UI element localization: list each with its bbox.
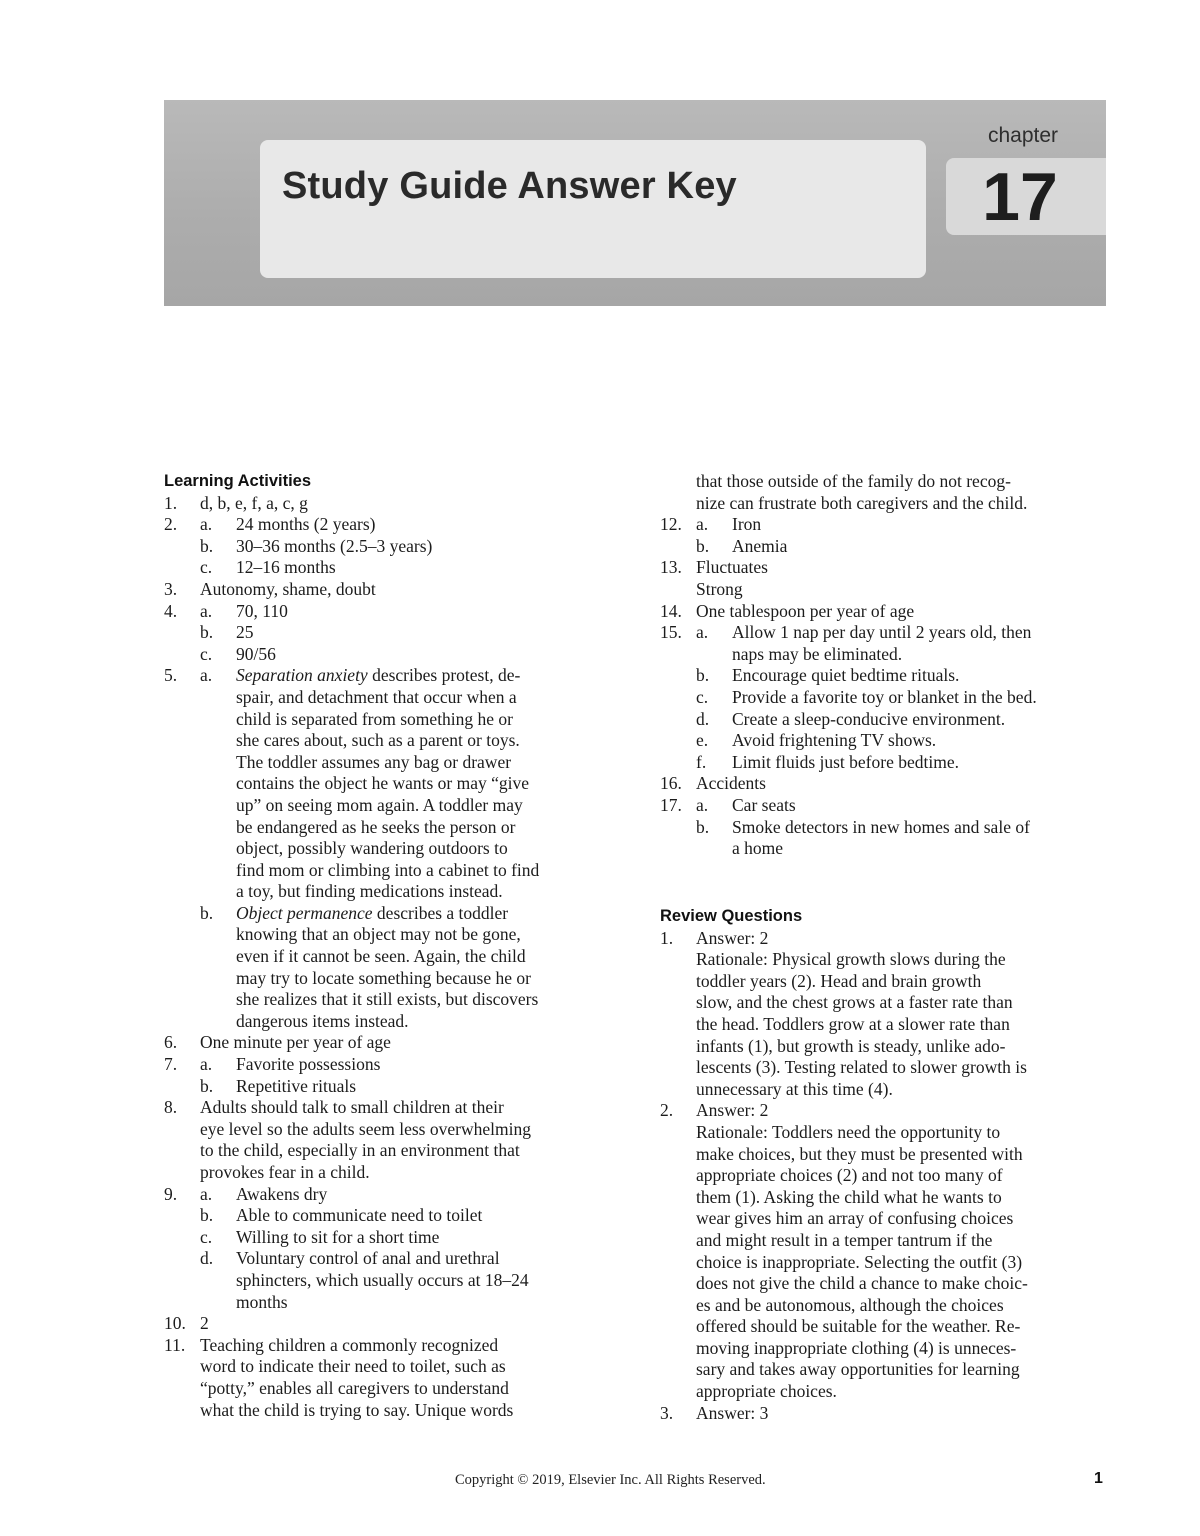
answer-text: Avoid frightening TV shows. [732, 730, 937, 751]
answer-line [164, 903, 624, 925]
item-number: 14. [660, 600, 682, 621]
answer-line [164, 881, 624, 903]
answer-line [164, 1140, 624, 1162]
answer-line [164, 1184, 624, 1206]
answer-text: “potty,” enables all caregivers to understand [200, 1377, 509, 1398]
sub-item-letter: a. [200, 600, 213, 621]
sub-item-letter: b. [696, 816, 710, 837]
answer-text: Provide a favorite toy or blanket in the bed. [732, 686, 1037, 707]
sub-item-letter: d. [696, 708, 710, 729]
answer-text: Adults should talk to small children at their [200, 1097, 504, 1118]
answer-text: Favorite possessions [236, 1054, 381, 1075]
answer-line [660, 1014, 1120, 1036]
answer-text: find mom or climbing into a cabinet to find [236, 859, 540, 880]
answer-text: Create a sleep-conducive environment. [732, 708, 1006, 729]
answer-line [164, 1205, 624, 1227]
item-number: 17. [660, 794, 682, 815]
answer-text: make choices, but they must be presented with [696, 1143, 1023, 1164]
answer-line [164, 1356, 624, 1378]
answer-text: a toy, but finding medications instead. [236, 881, 503, 902]
answer-line [164, 687, 624, 709]
answer-line [164, 579, 624, 601]
answer-text: The toddler assumes any bag or drawer [236, 751, 512, 772]
answer-text: spair, and detachment that occur when a [236, 686, 517, 707]
answer-text: what the child is trying to say. Unique words [200, 1399, 514, 1420]
term-italic: Object permanence [236, 902, 373, 923]
answer-line [164, 946, 624, 968]
sub-item-letter: a. [200, 1054, 213, 1075]
answer-line [660, 601, 1120, 623]
answer-text: nize can frustrate both caregivers and the child. [696, 492, 1028, 513]
answer-line [164, 1162, 624, 1184]
answer-text: Awakens dry [236, 1183, 328, 1204]
answer-text: Rationale: Physical growth slows during the [696, 949, 1006, 970]
item-number: 4. [164, 600, 178, 621]
answer-line [164, 795, 624, 817]
answer-text: choice is inappropriate. Selecting the outfit (3) [696, 1251, 1023, 1272]
answer-line [660, 838, 1120, 860]
answer-line [164, 601, 624, 623]
answer-text: appropriate choices. [696, 1381, 837, 1402]
answer-text: sphincters, which usually occurs at 18–24 [236, 1269, 529, 1290]
answer-line [164, 968, 624, 990]
answer-line [660, 1057, 1120, 1079]
answer-text: knowing that an object may not be gone, [236, 924, 521, 945]
item-number: 10. [164, 1313, 186, 1334]
answer-text: Iron [732, 514, 762, 535]
answer-line [660, 1079, 1120, 1101]
answer-line [164, 1227, 624, 1249]
answer-line [164, 1292, 624, 1314]
answer-line [164, 1076, 624, 1098]
answer-text: eye level so the adults seem less overwhelming [200, 1118, 531, 1139]
answer-text: dangerous items instead. [236, 1010, 409, 1031]
answer-line [660, 1122, 1120, 1144]
answer-text: she realizes that it still exists, but discovers [236, 989, 539, 1010]
item-number: 2. [164, 514, 178, 535]
answer-text: Allow 1 nap per day until 2 years old, then [732, 622, 1032, 643]
answer-text: be endangered as he seeks the person or [236, 816, 516, 837]
answer-line [660, 795, 1120, 817]
item-number: 13. [660, 557, 682, 578]
answer-line [164, 493, 624, 515]
answer-text: the head. Toddlers grow at a slower rate than [696, 1013, 1010, 1034]
answer-line [660, 1230, 1120, 1252]
answer-text: that those outside of the family do not recog- [696, 471, 1011, 491]
answer-text: d, b, e, f, a, c, g [200, 492, 308, 513]
answer-line [660, 536, 1120, 558]
answer-line [164, 1378, 624, 1400]
answer-text: even if it cannot be seen. Again, the child [236, 946, 526, 967]
answer-line [660, 1273, 1120, 1295]
sub-item-letter: b. [200, 535, 214, 556]
answer-line [660, 644, 1120, 666]
answer-text: she cares about, such as a parent or toys. [236, 730, 520, 751]
answer-line [660, 1252, 1120, 1274]
answer-text: Limit fluids just before bedtime. [732, 751, 959, 772]
sub-item-letter: b. [696, 535, 710, 556]
answer-line [660, 709, 1120, 731]
answer-line [164, 730, 624, 752]
answer-text: Answer: 2 [696, 927, 769, 948]
answer-text: a home [732, 838, 784, 859]
sub-item-letter: b. [696, 665, 710, 686]
answer-text: Accidents [696, 773, 766, 794]
sub-item-letter: a. [200, 1183, 213, 1204]
answer-text: appropriate choices (2) and not too many of [696, 1165, 1003, 1186]
answer-text: Car seats [732, 794, 796, 815]
sub-item-letter: a. [696, 794, 709, 815]
answer-text: Encourage quiet bedtime rituals. [732, 665, 960, 686]
answer-text: infants (1), but growth is steady, unlike ado- [696, 1035, 1006, 1056]
chapter-label: chapter [987, 124, 1059, 147]
answer-line [660, 1338, 1120, 1360]
answer-line [164, 1054, 624, 1076]
answer-line [660, 1100, 1120, 1122]
right-column-top [660, 471, 1120, 860]
answer-line [660, 817, 1120, 839]
answer-line [164, 817, 624, 839]
sub-item-letter: d. [200, 1248, 214, 1269]
sub-item-letter: b. [200, 622, 214, 643]
answer-line [164, 665, 624, 687]
sub-item-letter: c. [200, 1226, 213, 1247]
answer-line [164, 1270, 624, 1292]
answer-text: moving inappropriate clothing (4) is unneces- [696, 1337, 1017, 1358]
answer-line [164, 773, 624, 795]
answer-line [660, 514, 1120, 536]
sub-item-letter: a. [200, 514, 213, 535]
answer-text: Answer: 2 [696, 1100, 769, 1121]
sub-item-letter: b. [200, 1075, 214, 1096]
answer-text: One tablespoon per year of age [696, 600, 915, 621]
answer-line [164, 1313, 624, 1335]
sub-item-letter: c. [200, 643, 213, 664]
answer-line [660, 752, 1120, 774]
answer-line [164, 989, 624, 1011]
answer-line [164, 924, 624, 946]
answer-text: offered should be suitable for the weather. Re- [696, 1316, 1021, 1337]
sub-item-letter: b. [200, 902, 214, 923]
answer-text: Smoke detectors in new homes and sale of [732, 816, 1030, 837]
answer-line [660, 665, 1120, 687]
answer-line [660, 1036, 1120, 1058]
answer-line [164, 644, 624, 666]
item-number: 1. [164, 492, 178, 513]
right-column-review [660, 906, 1120, 1424]
answer-text: 30–36 months (2.5–3 years) [236, 535, 433, 556]
answer-line [164, 1335, 624, 1357]
answer-text: 2 [200, 1313, 209, 1334]
answer-text: unnecessary at this time (4). [696, 1078, 893, 1099]
answer-line [164, 514, 624, 536]
answer-line [660, 1403, 1120, 1425]
term-definition: describes a toddler [372, 902, 509, 923]
sub-item-letter: a. [696, 514, 709, 535]
answer-text: word to indicate their need to toilet, such as [200, 1356, 506, 1377]
answer-text: wear gives him an array of confusing choices [696, 1208, 1014, 1229]
answer-text [236, 665, 520, 687]
sub-item-letter: b. [200, 1205, 214, 1226]
answer-text: 12–16 months [236, 557, 336, 578]
answer-text: them (1). Asking the child what he wants to [696, 1186, 1002, 1207]
answer-text: toddler years (2). Head and brain growth [696, 970, 982, 991]
answer-line [660, 1316, 1120, 1338]
answer-line [164, 1248, 624, 1270]
answer-text: months [236, 1291, 288, 1312]
answer-text: Repetitive rituals [236, 1075, 357, 1096]
answer-text: contains the object he wants or may “give [236, 773, 530, 794]
left-column [164, 471, 624, 1421]
answer-text: 25 [236, 622, 254, 643]
answer-line [660, 557, 1120, 579]
answer-line [164, 557, 624, 579]
answer-line [164, 1097, 624, 1119]
title-card [260, 140, 926, 278]
answer-text: up” on seeing mom again. A toddler may [236, 794, 523, 815]
answer-text: sary and takes away opportunities for learning [696, 1359, 1020, 1380]
answer-line [164, 1400, 624, 1422]
sub-item-letter: f. [696, 751, 707, 772]
answer-text: and might result in a temper tantrum if the [696, 1229, 993, 1250]
answer-text: slow, and the chest grows at a faster rate than [696, 992, 1013, 1013]
answer-line [164, 1032, 624, 1054]
item-number: 1. [660, 927, 674, 948]
answer-text: naps may be eliminated. [732, 643, 903, 664]
answer-text: es and be autonomous, although the choices [696, 1294, 1004, 1315]
item-number: 3. [660, 1402, 674, 1423]
answer-line [660, 1381, 1120, 1403]
answer-line [660, 1165, 1120, 1187]
answer-line [164, 709, 624, 731]
answer-line [660, 1144, 1120, 1166]
answer-line [164, 536, 624, 558]
answer-line [660, 1208, 1120, 1230]
answer-line [164, 1011, 624, 1033]
answer-line [164, 838, 624, 860]
answer-line [660, 949, 1120, 971]
answer-text: Anemia [732, 535, 788, 556]
answer-text: Autonomy, shame, doubt [200, 578, 376, 599]
answer-text: 70, 110 [236, 600, 288, 621]
sub-item-letter: c. [696, 686, 709, 707]
item-number: 2. [660, 1100, 674, 1121]
item-number: 12. [660, 514, 682, 535]
copyright-footer: Copyright © 2019, Elsevier Inc. All Rights Reserved. [455, 1472, 766, 1488]
section-heading: Learning Activities [164, 472, 312, 490]
answer-text: 90/56 [236, 643, 276, 664]
answer-text: may try to locate something because he or [236, 967, 531, 988]
answer-text: provokes fear in a child. [200, 1162, 370, 1182]
item-number: 8. [164, 1097, 178, 1118]
answer-line [164, 860, 624, 882]
answer-text: 24 months (2 years) [236, 514, 376, 535]
answer-text: to the child, especially in an environment that [200, 1140, 520, 1161]
answer-text: Able to communicate need to toilet [236, 1205, 483, 1226]
answer-text: Teaching children a commonly recognized [200, 1334, 499, 1355]
sub-item-letter: a. [696, 622, 709, 643]
answer-line [660, 1187, 1120, 1209]
answer-text [236, 903, 508, 925]
answer-line [164, 1119, 624, 1141]
answer-text: child is separated from something he or [236, 708, 514, 729]
item-number: 11. [164, 1334, 186, 1355]
answer-line [660, 493, 1120, 515]
term-definition: describes protest, de- [367, 665, 521, 686]
answer-line [164, 752, 624, 774]
answer-text: Fluctuates [696, 557, 768, 578]
item-number: 16. [660, 773, 682, 794]
answer-text: Strong [696, 578, 743, 599]
section-heading: Review Questions [660, 907, 803, 925]
answer-line [660, 730, 1120, 752]
term-italic: Separation anxiety [236, 665, 368, 686]
item-number: 15. [660, 622, 682, 643]
sub-item-letter: c. [200, 557, 213, 578]
answer-text: Answer: 3 [696, 1402, 769, 1423]
chapter-number: 17 [982, 159, 1058, 235]
answer-line [164, 622, 624, 644]
item-number: 9. [164, 1183, 178, 1204]
answer-text: One minute per year of age [200, 1032, 391, 1053]
answer-line [660, 1359, 1120, 1381]
item-number: 6. [164, 1032, 178, 1053]
answer-line [660, 579, 1120, 601]
answer-text: object, possibly wandering outdoors to [236, 838, 508, 859]
item-number: 7. [164, 1054, 178, 1075]
answer-text: Willing to sit for a short time [236, 1226, 440, 1247]
answer-line [660, 471, 1120, 493]
answer-line [660, 687, 1120, 709]
answer-text: lescents (3). Testing related to slower growth is [696, 1057, 1027, 1078]
sub-item-letter: a. [200, 665, 213, 686]
answer-line [660, 992, 1120, 1014]
page-number: 1 [1094, 1470, 1103, 1487]
answer-text: Rationale: Toddlers need the opportunity to [696, 1121, 1001, 1142]
item-number: 5. [164, 665, 178, 686]
answer-text: Voluntary control of anal and urethral [236, 1248, 500, 1269]
sub-item-letter: e. [696, 730, 709, 751]
page-title: Study Guide Answer Key [282, 165, 737, 207]
answer-line [660, 928, 1120, 950]
item-number: 3. [164, 578, 178, 599]
answer-line [660, 773, 1120, 795]
answer-text: does not give the child a chance to make choic- [696, 1273, 1028, 1294]
answer-line [660, 622, 1120, 644]
answer-line [660, 971, 1120, 993]
answer-line [660, 1295, 1120, 1317]
